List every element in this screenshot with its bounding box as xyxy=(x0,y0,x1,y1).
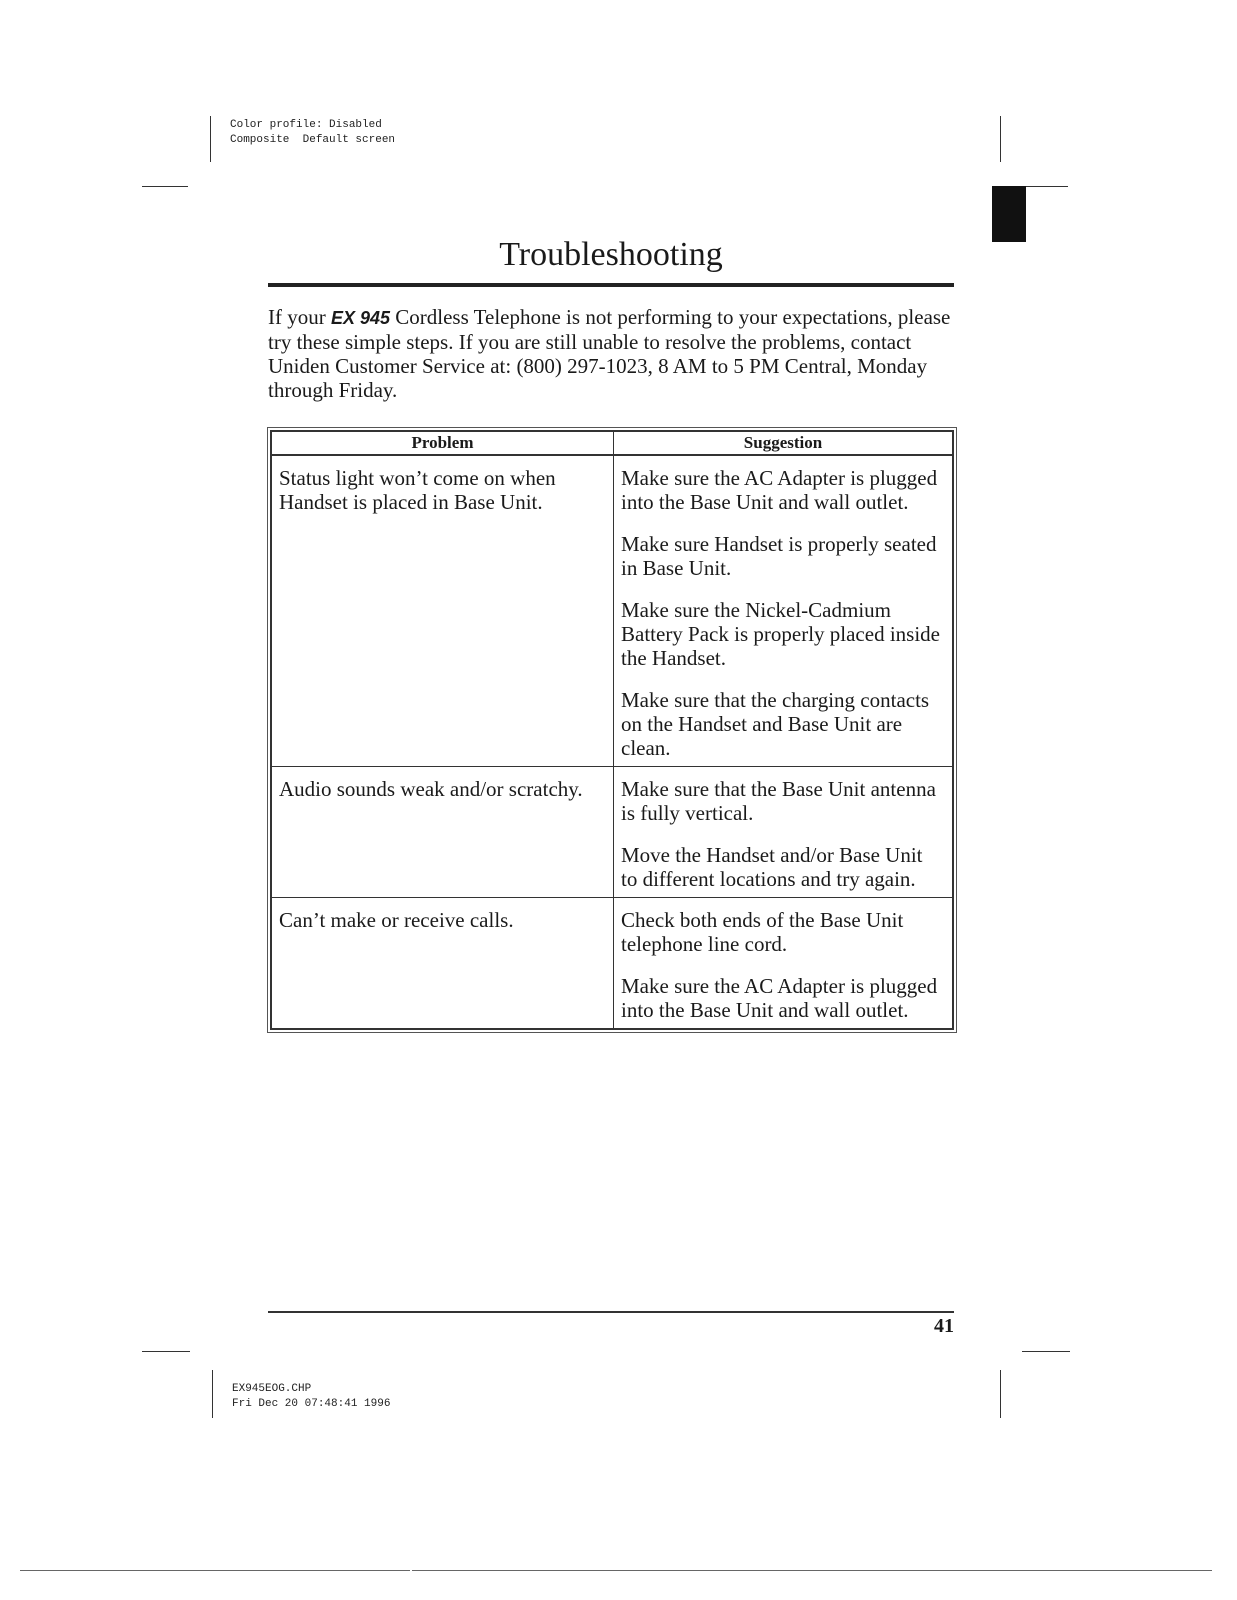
crop-mark-top-right xyxy=(1000,116,1001,162)
footer-rule xyxy=(268,1311,954,1313)
title-rule xyxy=(268,283,954,287)
header-suggestion: Suggestion xyxy=(614,431,954,455)
suggestion-item: Make sure the AC Adapter is plugged into the Base Unit and wall outlet. xyxy=(621,974,938,1022)
suggestion-item: Check both ends of the Base Unit telephone line cord. xyxy=(621,908,904,956)
crop-mark-top-left xyxy=(210,116,211,162)
suggestion-cell xyxy=(614,455,954,767)
troubleshooting-table xyxy=(270,430,954,1030)
suggestion-cell xyxy=(614,767,954,898)
footer-meta-line1: EX945EOG.CHP xyxy=(232,1383,312,1395)
suggestion-item: Make sure the AC Adapter is plugged into the Base Unit and wall outlet. xyxy=(621,466,938,514)
crop-mark-bottom-left xyxy=(212,1370,213,1418)
chapter-tab-marker xyxy=(992,186,1026,242)
header-problem: Problem xyxy=(271,431,614,455)
intro-paragraph xyxy=(268,305,958,402)
crop-mark-right-lower xyxy=(1022,1351,1070,1352)
crop-mark-left-upper xyxy=(142,186,188,187)
table-row xyxy=(271,767,953,898)
intro-text-start: If your xyxy=(268,305,331,329)
suggestion-item: Make sure that the charging contacts on the Handset and Base Unit are clean. xyxy=(621,688,930,760)
crop-mark-left-lower xyxy=(142,1351,190,1352)
header-meta xyxy=(230,118,395,148)
page-number: 41 xyxy=(934,1315,954,1337)
crop-mark-right-upper xyxy=(1022,186,1068,187)
suggestion-cell xyxy=(614,898,954,1030)
header-meta-line2: Composite Default screen xyxy=(230,134,396,146)
suggestion-item: Make sure that the Base Unit antenna is fully vertical. xyxy=(621,777,936,825)
page-title: Troubleshooting xyxy=(499,236,723,273)
problem-cell: Audio sounds weak and/or scratchy. xyxy=(271,767,614,898)
suggestion-item: Make sure the Nickel-Cadmium Battery Pack is properly placed inside the Handset. xyxy=(621,598,940,670)
problem-cell: Status light won’t come on when Handset is placed in Base Unit. xyxy=(271,455,614,767)
intro-text-rest: Cordless Telephone is not performing to your expectations, please try these simple steps. If you are still unable to resolve the problems, contact Uniden Customer Service at: (800) 297-1023, 8 AM to 5 PM Central, Monday through Friday. xyxy=(268,305,951,402)
table-row xyxy=(271,455,953,767)
suggestion-item: Move the Handset and/or Base Unit to different locations and try again. xyxy=(621,843,923,891)
footer-meta xyxy=(232,1382,390,1412)
suggestion-item: Make sure Handset is properly seated in Base Unit. xyxy=(621,532,937,580)
scan-edge-line-right xyxy=(412,1570,1212,1571)
table-row xyxy=(271,898,953,1030)
crop-mark-bottom-right xyxy=(1000,1370,1001,1418)
table-header-row xyxy=(271,431,953,455)
header-meta-line1: Color profile: Disabled xyxy=(230,119,382,131)
footer-meta-line2: Fri Dec 20 07:48:41 1996 xyxy=(232,1398,391,1410)
scan-edge-line-left xyxy=(20,1570,410,1571)
problem-cell: Can’t make or receive calls. xyxy=(271,898,614,1030)
model-name: EX 945 xyxy=(330,308,391,328)
